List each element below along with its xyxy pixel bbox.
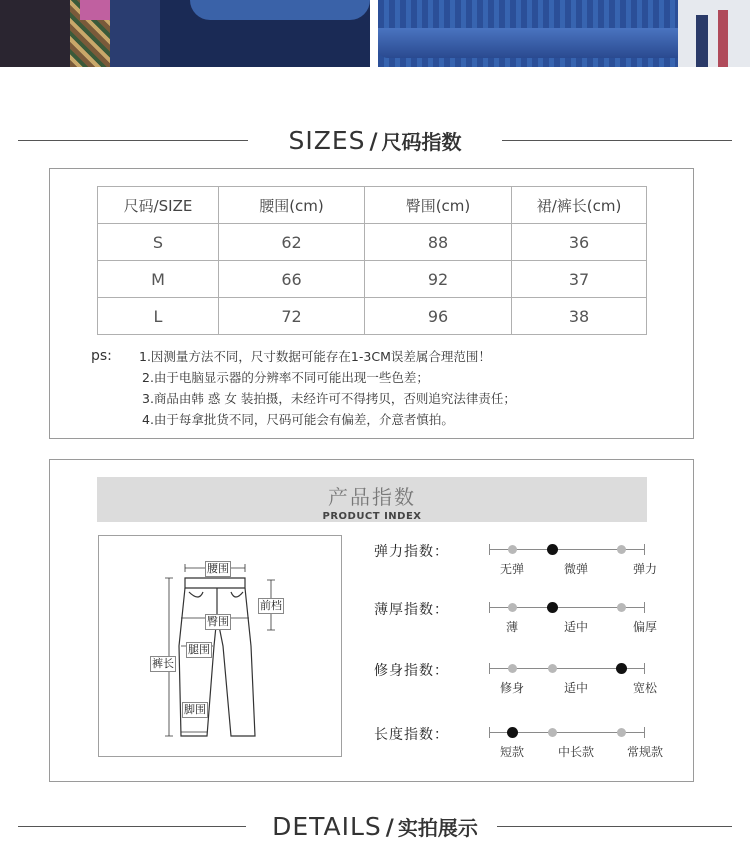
cell-length: 36 (512, 224, 647, 261)
note-item: 2.由于电脑显示器的分辨率不同可能出现一些色差； (142, 370, 429, 385)
index-dot (508, 603, 517, 612)
index-dot (508, 545, 517, 554)
label-front-rise: 前档 (260, 599, 282, 612)
index-option: 弹力 (632, 562, 657, 576)
label-hem: 脚围 (184, 703, 206, 716)
index-option: 短款 (499, 745, 524, 759)
label-waist: 腰围 (207, 562, 229, 575)
table-row (98, 298, 647, 335)
cell-size: L (98, 298, 219, 335)
index-option: 宽松 (632, 681, 657, 695)
sizes-title-slash: / (369, 130, 378, 155)
cell-waist: 66 (219, 261, 365, 298)
index-option: 适中 (563, 620, 588, 634)
index-dot-selected (507, 727, 518, 738)
details-title-slash: / (385, 816, 394, 841)
cell-length: 37 (512, 261, 647, 298)
product-index-banner (97, 477, 647, 522)
index-option: 微弹 (563, 562, 588, 576)
details-heading (0, 806, 750, 846)
index-dot (617, 545, 626, 554)
product-photo-right (378, 0, 750, 67)
sizes-title-zh: 尺码指数 (381, 130, 462, 154)
note-item: 4.由于每拿批货不同，尺码可能会有偏差，介意者慎拍。 (142, 412, 454, 427)
product-photo-left (0, 0, 370, 67)
header-size: 尺码/SIZE (98, 187, 219, 224)
header-waist: 腰围(cm) (219, 187, 365, 224)
header-hip: 臀围(cm) (365, 187, 512, 224)
index-option: 中长款 (557, 745, 594, 759)
sizes-title-en: SIZES (288, 126, 366, 155)
index-dot (548, 728, 557, 737)
product-index-title-en: PRODUCT INDEX (322, 511, 422, 522)
product-index-box (49, 459, 694, 782)
index-option: 常规款 (626, 745, 663, 759)
header-length: 裙/裤长(cm) (512, 187, 647, 224)
index-dot-selected (547, 544, 558, 555)
index-dot-selected (616, 663, 627, 674)
label-length: 裤长 (152, 657, 174, 670)
index-label: 薄厚指数： (374, 602, 449, 618)
product-index-title-zh: 产品指数 (328, 485, 416, 509)
index-dot (617, 728, 626, 737)
index-option: 无弹 (499, 562, 524, 576)
note-item: 1.因测量方法不同，尺寸数据可能存在1-3CM误差属合理范围！ (139, 349, 491, 364)
cell-hip: 96 (365, 298, 512, 335)
thickness-index (374, 599, 674, 639)
label-hip: 臀围 (207, 615, 229, 628)
cell-waist: 62 (219, 224, 365, 261)
index-label: 长度指数： (374, 727, 449, 743)
label-thigh: 腿围 (188, 643, 210, 656)
cell-hip: 88 (365, 224, 512, 261)
details-title-en: DETAILS (272, 812, 382, 841)
note-item: 3.商品由韩 惑 女 装拍摄，未经许可不得拷贝，否则追究法律责任； (142, 391, 516, 406)
sizes-heading (0, 120, 750, 160)
cell-size: S (98, 224, 219, 261)
table-header-row (98, 187, 647, 224)
table-row (98, 224, 647, 261)
details-title-zh: 实拍展示 (397, 816, 478, 840)
index-dot (508, 664, 517, 673)
cell-length: 38 (512, 298, 647, 335)
index-dot-selected (547, 602, 558, 613)
cell-size: M (98, 261, 219, 298)
index-label: 弹力指数： (374, 544, 449, 560)
index-label: 修身指数： (374, 663, 449, 679)
cell-waist: 72 (219, 298, 365, 335)
index-option: 偏厚 (632, 620, 657, 634)
fit-index (374, 660, 674, 700)
index-dot (617, 603, 626, 612)
elasticity-index (374, 541, 674, 581)
size-table (97, 186, 647, 335)
cell-hip: 92 (365, 261, 512, 298)
index-option: 修身 (499, 681, 524, 695)
length-index (374, 724, 674, 764)
size-chart-box (49, 168, 694, 439)
index-option: 适中 (563, 681, 588, 695)
table-row (98, 261, 647, 298)
index-dot (548, 664, 557, 673)
index-option: 薄 (505, 620, 518, 634)
notes-label: ps: (91, 348, 112, 364)
pants-measurement-diagram (98, 535, 342, 757)
